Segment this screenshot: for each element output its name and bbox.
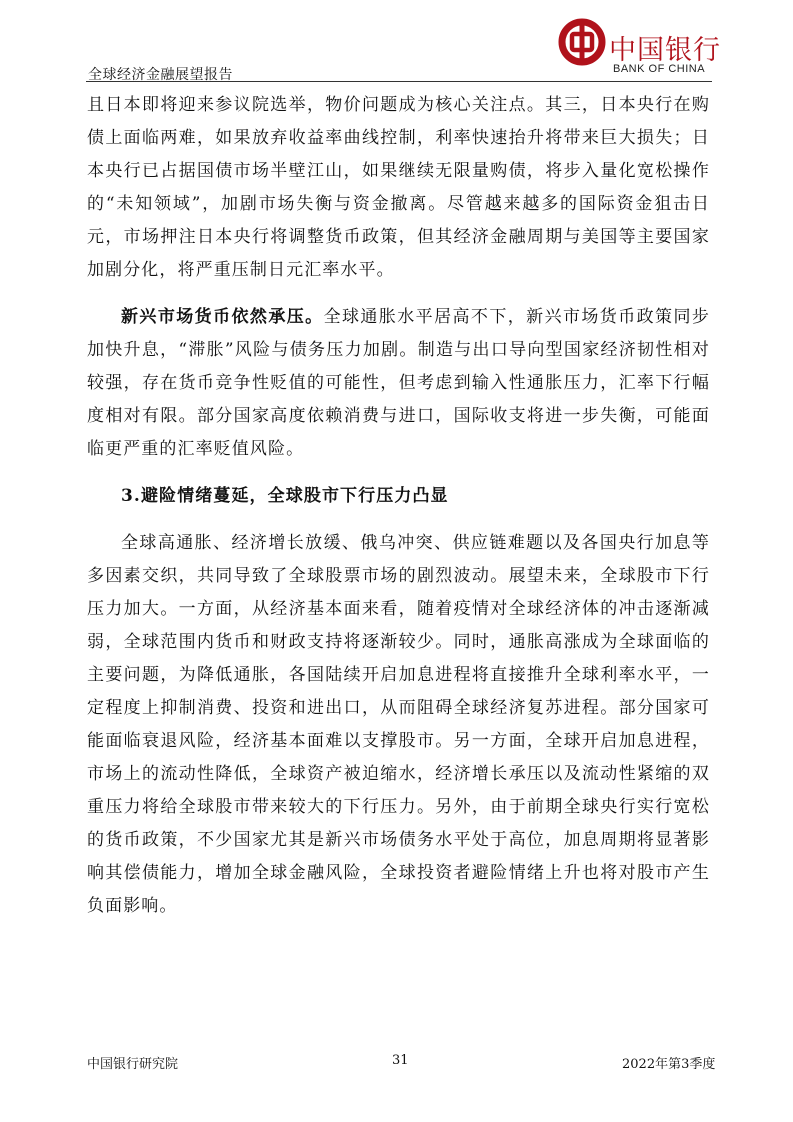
paragraph-body: 全球通胀水平居高不下，新兴市场货币政策同步加快升息，“滞胀”风险与债务压力加剧。制造与出口导向型国家经济韧性相对较强，存在货币竞争性贬值的可能性，但考虑到输入性通胀压力，汇率下行幅度相对有限。部分国家高度依赖消费与进口，国际收支将进一步失衡，可能面临更严重的汇率贬值风险。 — [87, 307, 710, 459]
paragraph-equity-markets: 全球高通胀、经济增长放缓、俄乌冲突、供应链难题以及各国央行加息等多因素交织，共同导致了全球股票市场的剧烈波动。展望未来，全球股市下行压力加大。一方面，从经济基本面来看，随着疫情对全球经济体的冲击逐渐减弱，全球范围内货币和财政支持将逐渐较少。同时，通胀高涨成为全球面临的主要问题，为降低通胀，各国陆续开启加息进程将直接推升全球利率水平，一定程度上抑制消费、投资和进出口，从而阻碍全球经济复苏进程。部分国家可能面临衰退风险，经济基本面难以支撑股市。另一方面，全球开启加息进程，市场上的流动性降低，全球资产被迫缩水，经济增长承压以及流动性紧缩的双重压力将给全球股市带来较大的下行压力。另外，由于前期全球央行实行宽松的货币政策，不少国家尤其是新兴市场债务水平处于高位，加息周期将显著影响其偿债能力，增加全球金融风险，全球投资者避险情绪上升也将对股市产生负面影响。 — [87, 533, 710, 916]
main-content — [87, 89, 710, 923]
bank-logo — [558, 18, 721, 80]
report-title: 全球经济金融展望报告 — [88, 67, 233, 83]
footer-institution: 中国银行研究院 — [87, 1057, 179, 1072]
paragraph-emerging-markets — [87, 301, 710, 466]
section-heading: 3.避险情绪蔓延，全球股市下行压力凸显 — [121, 486, 449, 506]
paragraph-japan: 且日本即将迎来参议院选举，物价问题成为核心关注点。其三，日本央行在购债上面临两难，如果放弃收益率曲线控制，利率快速抬升将带来巨大损失；日本央行已占据国债市场半壁江山，如果继续无限量购债，将步入量化宽松操作的“未知领域”，加剧市场失衡与资金撤离。尽管越来越多的国际资金狙击日元，市场押注日本央行将调整货币政策，但其经济金融周期与美国等主要国家加剧分化，将严重压制日元汇率水平。 — [87, 95, 710, 280]
header-divider — [86, 81, 712, 82]
bank-logo-icon — [558, 18, 606, 66]
page-number: 31 — [392, 1053, 409, 1068]
footer-period: 2022年第3季度 — [622, 1057, 716, 1072]
paragraph-lead: 新兴市场货币依然承压。 — [121, 307, 324, 327]
bank-name-en: BANK OF CHINA — [613, 63, 706, 75]
bank-name-cn: 中国银行 — [609, 35, 721, 66]
